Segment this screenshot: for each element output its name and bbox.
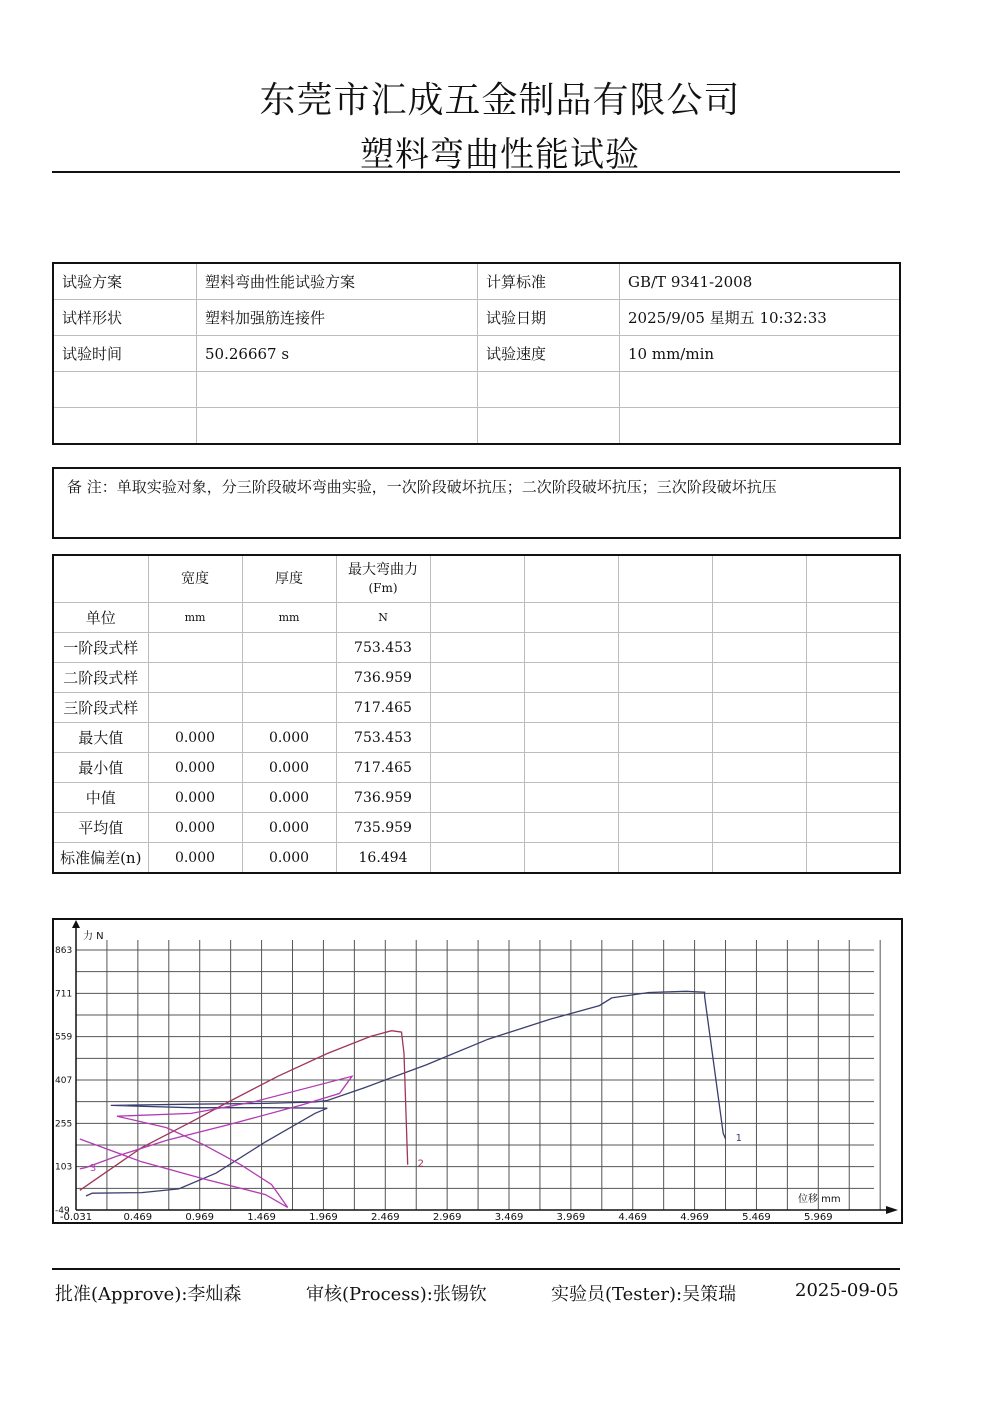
y-tick-label: 255	[55, 1119, 73, 1130]
info-label: 试验日期	[478, 300, 620, 336]
row-label: 最小值	[53, 753, 148, 783]
info-value: 塑料弯曲性能试验方案	[197, 263, 478, 300]
info-cell-empty	[197, 408, 478, 445]
row-label: 标准偏差(n)	[53, 843, 148, 874]
value-cell: 0.000	[148, 843, 242, 874]
results-table	[52, 554, 901, 874]
value-cell	[242, 633, 336, 663]
value-cell	[148, 693, 242, 723]
value-cell: 0.000	[148, 753, 242, 783]
info-label: 试样形状	[53, 300, 197, 336]
row-label: 二阶段式样	[53, 663, 148, 693]
tester-signature: 实验员(Tester):吴策瑞	[551, 1284, 737, 1305]
info-row	[53, 263, 900, 300]
y-tick-label: -49	[55, 1206, 70, 1216]
header-max-force-label: 最大弯曲力	[348, 562, 418, 578]
info-value: 50.26667 s	[197, 336, 478, 372]
report-title: 塑料弯曲性能试验	[360, 135, 640, 175]
x-tick-label: -0.031	[59, 1212, 93, 1222]
test-info-table	[52, 262, 901, 445]
y-tick-label: 407	[55, 1076, 73, 1086]
series-end-label: 1	[735, 1133, 743, 1145]
y-axis-label: 力 N	[83, 931, 104, 942]
info-value: 2025/9/05 星期五 10:32:33	[620, 300, 901, 336]
x-tick-label: 3.469	[494, 1212, 524, 1222]
x-axis-arrow	[886, 1206, 898, 1214]
info-value: 塑料加强筋连接件	[197, 300, 478, 336]
table-row	[53, 663, 900, 693]
value-cell: 0.000	[148, 783, 242, 813]
info-cell-empty	[478, 372, 620, 408]
x-tick-label: 2.469	[370, 1212, 400, 1222]
info-row	[53, 336, 900, 372]
value-cell: 0.000	[242, 723, 336, 753]
header-thickness: 厚度	[242, 555, 336, 603]
value-cell	[242, 693, 336, 723]
info-value: 10 mm/min	[620, 336, 901, 372]
header-max-force-symbol: (Fm)	[368, 581, 398, 595]
remarks-box	[52, 467, 901, 539]
info-row	[53, 300, 900, 336]
info-cell-empty	[53, 372, 197, 408]
value-cell: 0.000	[242, 843, 336, 874]
row-label: 中值	[53, 783, 148, 813]
footer-divider	[52, 1268, 900, 1270]
x-tick-label: 2.969	[432, 1212, 462, 1222]
approver-signature: 批准(Approve):李灿森	[55, 1284, 242, 1305]
y-tick-label: 711	[55, 989, 73, 1000]
results-header-row	[53, 555, 900, 603]
value-cell: 717.465	[336, 693, 430, 723]
series-end-label: 2	[417, 1158, 425, 1170]
row-label: 三阶段式样	[53, 693, 148, 723]
y-axis-arrow	[72, 920, 80, 928]
x-tick-label: 4.969	[680, 1212, 709, 1222]
units-row	[53, 603, 900, 633]
series-line-3	[80, 1076, 352, 1207]
info-label: 试验速度	[478, 336, 620, 372]
value-cell	[242, 663, 336, 693]
company-name: 东莞市汇成五金制品有限公司	[259, 80, 741, 121]
table-row	[53, 693, 900, 723]
value-cell	[148, 663, 242, 693]
series-end-label: 3	[89, 1162, 97, 1174]
report-date: 2025-09-05	[795, 1280, 899, 1301]
row-label: 平均值	[53, 813, 148, 843]
unit-cell: mm	[148, 603, 242, 633]
row-label: 一阶段式样	[53, 633, 148, 663]
x-axis-label: 位移 mm	[798, 1194, 841, 1205]
info-cell-empty	[478, 408, 620, 445]
value-cell: 736.959	[336, 783, 430, 813]
x-tick-label: 5.969	[803, 1212, 833, 1222]
header-width: 宽度	[148, 555, 242, 603]
x-tick-label: 3.969	[556, 1212, 586, 1222]
info-row-empty	[53, 372, 900, 408]
info-cell-empty	[620, 372, 901, 408]
value-cell	[148, 633, 242, 663]
reviewer-signature: 审核(Process):张锡钦	[306, 1284, 487, 1305]
table-row	[53, 753, 900, 783]
table-row	[53, 783, 900, 813]
remarks-text: 备 注：单取实验对象，分三阶段破坏弯曲实验，一次阶段破坏抗压；二次阶段破坏抗压；三次阶段破坏抗压	[67, 478, 777, 496]
force-displacement-chart	[52, 918, 903, 1224]
info-cell-empty	[620, 408, 901, 445]
header-blank	[53, 555, 148, 603]
table-row	[53, 843, 900, 874]
x-tick-label: 0.969	[185, 1212, 215, 1222]
info-label: 计算标准	[478, 263, 620, 300]
info-cell-empty	[53, 408, 197, 445]
row-label: 单位	[53, 603, 148, 633]
header-divider	[52, 171, 900, 173]
value-cell: 735.959	[336, 813, 430, 843]
info-row-empty	[53, 408, 900, 445]
info-label: 试验时间	[53, 336, 197, 372]
x-tick-label: 1.969	[309, 1212, 338, 1222]
y-tick-label: 103	[55, 1162, 73, 1173]
info-label: 试验方案	[53, 263, 197, 300]
info-cell-empty	[197, 372, 478, 408]
value-cell: 717.465	[336, 753, 430, 783]
y-tick-label: 863	[55, 946, 73, 956]
x-tick-label: 4.469	[618, 1212, 648, 1222]
value-cell: 736.959	[336, 663, 430, 693]
value-cell: 0.000	[242, 783, 336, 813]
value-cell: 0.000	[242, 753, 336, 783]
table-row	[53, 813, 900, 843]
table-row	[53, 633, 900, 663]
chart-svg	[54, 920, 901, 1222]
unit-cell: N	[336, 603, 430, 633]
value-cell: 753.453	[336, 723, 430, 753]
x-tick-label: 1.469	[247, 1212, 276, 1222]
value-cell: 753.453	[336, 633, 430, 663]
table-row	[53, 723, 900, 753]
x-tick-label: 5.469	[742, 1212, 771, 1222]
y-tick-label: 559	[55, 1032, 73, 1043]
row-label: 最大值	[53, 723, 148, 753]
x-tick-label: 0.469	[123, 1212, 153, 1222]
value-cell: 0.000	[148, 813, 242, 843]
value-cell: 0.000	[242, 813, 336, 843]
info-value: GB/T 9341-2008	[620, 263, 901, 300]
header-max-force	[336, 555, 430, 603]
value-cell: 0.000	[148, 723, 242, 753]
unit-cell: mm	[242, 603, 336, 633]
value-cell: 16.494	[336, 843, 430, 874]
